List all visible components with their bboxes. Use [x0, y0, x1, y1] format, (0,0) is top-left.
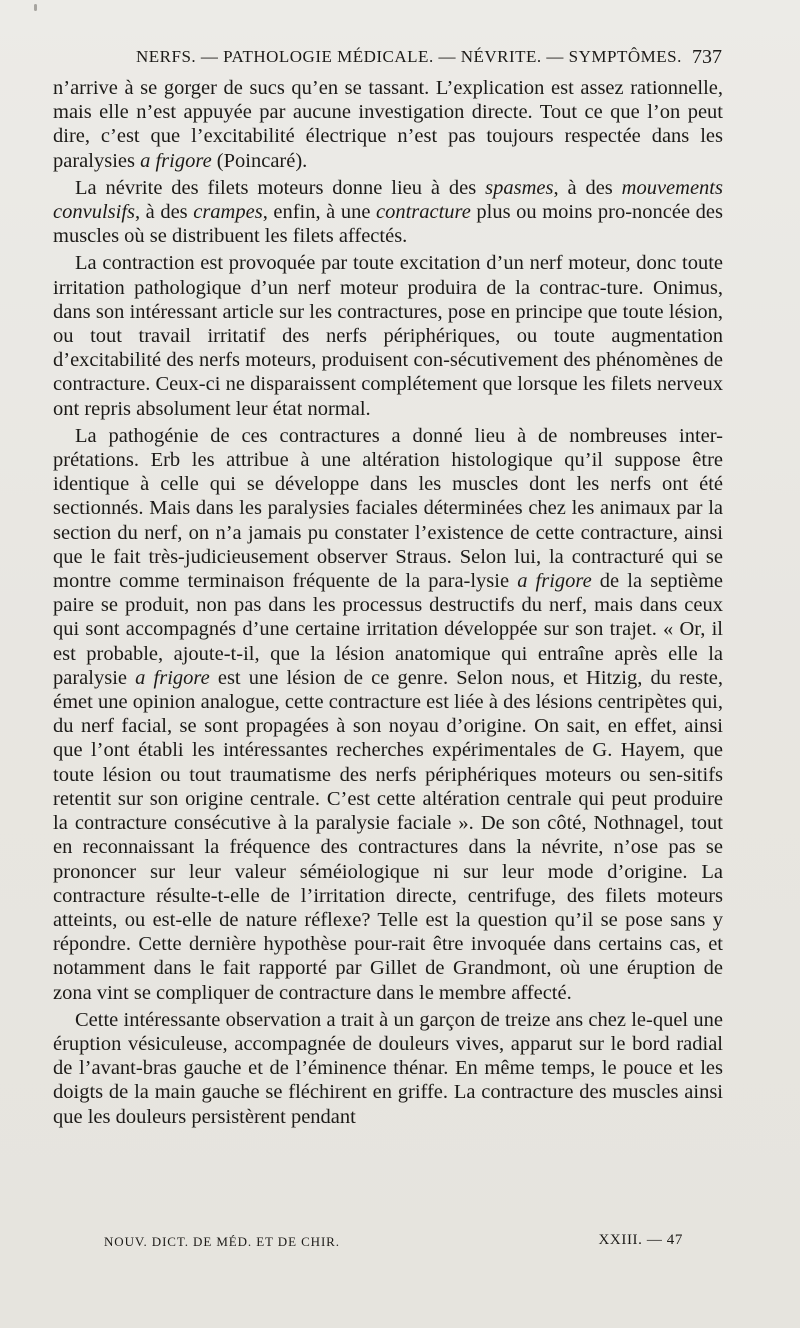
italic-term: a frigore	[135, 666, 210, 689]
text-run: La névrite des filets moteurs donne lieu à des	[75, 176, 486, 199]
italic-term: contracture	[375, 201, 471, 224]
paragraph	[53, 76, 723, 173]
page-footer	[0, 1234, 800, 1254]
italic-term: mouvements convulsifs	[53, 176, 723, 224]
text-run: , à des	[135, 201, 194, 224]
italic-term: a frigore	[517, 570, 592, 593]
text-run: La contraction est provoquée par toute excitation d’un nerf moteur, donc toute irritation pathologique d’un nerf moteur produira de la contrac-ture. Onimus, dans son intéressant article sur les contractures, pose en principe que toute lésion, ou tout travail irritatif des nerfs périphériques, ou toute augmentation d’excitabilité des nerfs moteurs, produisent con-sécutivement des phénomènes de contracture. Ceux-ci ne disparaissent complétement que lorsque les filets nerveux ont repris absolument leur état normal.	[53, 252, 723, 420]
printer-signature: NOUV. DICT. DE MÉD. ET DE CHIR.	[104, 1234, 340, 1249]
text-run: (Poincaré).	[211, 149, 308, 172]
section-title: NERFS. — PATHOLOGIE MÉDICALE. — NÉVRITE. — SYMPTÔMES.	[136, 47, 682, 66]
text-run: est une lésion de ce genre. Selon nous, et Hitzig, du reste, émet une opinion analogue, cette contracture est liée à des lésions centripètes qui, du nerf facial, se sont propagées à son noyau d’origine. On sait, en effet, ainsi que l’ont établi les intéressantes recherches expérimentales de G. Hayem, que toute lésion ou tout traumatisme des nerfs périphériques moteurs ou sen-sitifs retentit sur son origine centrale. C’est cette altération centrale qui peut produire la contracture consécutive à la paralysie faciale ». De son côté, Nothnagel, tout en reconnaissant la fréquence des contractures dans la névrite, n’ose pas se prononcer sur leur valeur séméiologique ni sur leur mode d’origine. La contracture résulte-t-elle de l’irritation directe, centrifuge, des filets moteurs atteints, ou est-elle de nature réflexe? Telle est la question qu’il se pose sans y répondre. Cette dernière hypothèse pour-rait être invoquée dans certains cas, et notamment dans le fait rapporté par Gillet de Grandmont, où une éruption de zona vint se compliquer de contracture dans le membre affecté.	[53, 666, 723, 1004]
text-run: La pathogénie de ces contractures a donné lieu à de nombreuses inter-prétations. Erb les attribue à une altération histologique qu’il suppose être identique à celle qui se développe dans les muscles dont les nerfs ont été sectionnés. Mais dans les paralysies faciales déterminées chez les animaux par la section du nerf, on n’a jamais pu constater l’existence de cette contracture, ainsi que le fait très-judicieusement observer Straus. Selon lui, la contracturé qui se montre comme terminaison fréquente de la para-lysie	[53, 424, 723, 593]
running-head	[0, 47, 800, 71]
ink-speck	[34, 4, 37, 11]
paragraph	[53, 176, 723, 249]
text-run: , enfin, à une	[262, 201, 376, 224]
body-text	[53, 76, 723, 1132]
text-run: , à des	[553, 176, 622, 199]
text-run: plus ou moins pro-noncée des muscles où se distribuent les filets affectés.	[53, 201, 723, 248]
paragraph	[53, 251, 723, 420]
text-run: de la septième paire se produit, non pas dans les processus destructifs du nerf, mais dans ceux qui sont accompagnés d’une certaine irritation développée sur son trajet. « Or, il est probable, ajoute-t-il, que la lésion anatomique qui entraîne après elle la paralysie	[53, 570, 723, 689]
text-run: Cette intéressante observation a trait à un garçon de treize ans chez le-quel une éruption vésiculeuse, accompagnée de douleurs vives, apparut sur le bord radial de l’avant-bras gauche et de l’éminence thénar. En même temps, le pouce et les doigts de la main gauche se fléchirent en griffe. La contracture des muscles ainsi que les douleurs persistèrent pendant	[53, 1008, 723, 1128]
italic-term: spasmes	[485, 176, 554, 199]
sheet-mark: XXIII. — 47	[598, 1232, 683, 1248]
italic-term: a frigore	[140, 149, 212, 172]
italic-term: crampes	[193, 201, 263, 224]
text-run: n’arrive à se gorger de sucs qu’en se tassant. L’explication est assez rationnelle, mais elle n’est appuyée par aucune investigation directe. Tout ce que l’on peut dire, c’est que l’excitabilité électrique n’est pas toujours respectée dans les paralysies	[53, 77, 723, 172]
paragraph	[53, 424, 723, 1005]
paragraph	[53, 1008, 723, 1129]
page-number: 737	[692, 46, 722, 68]
